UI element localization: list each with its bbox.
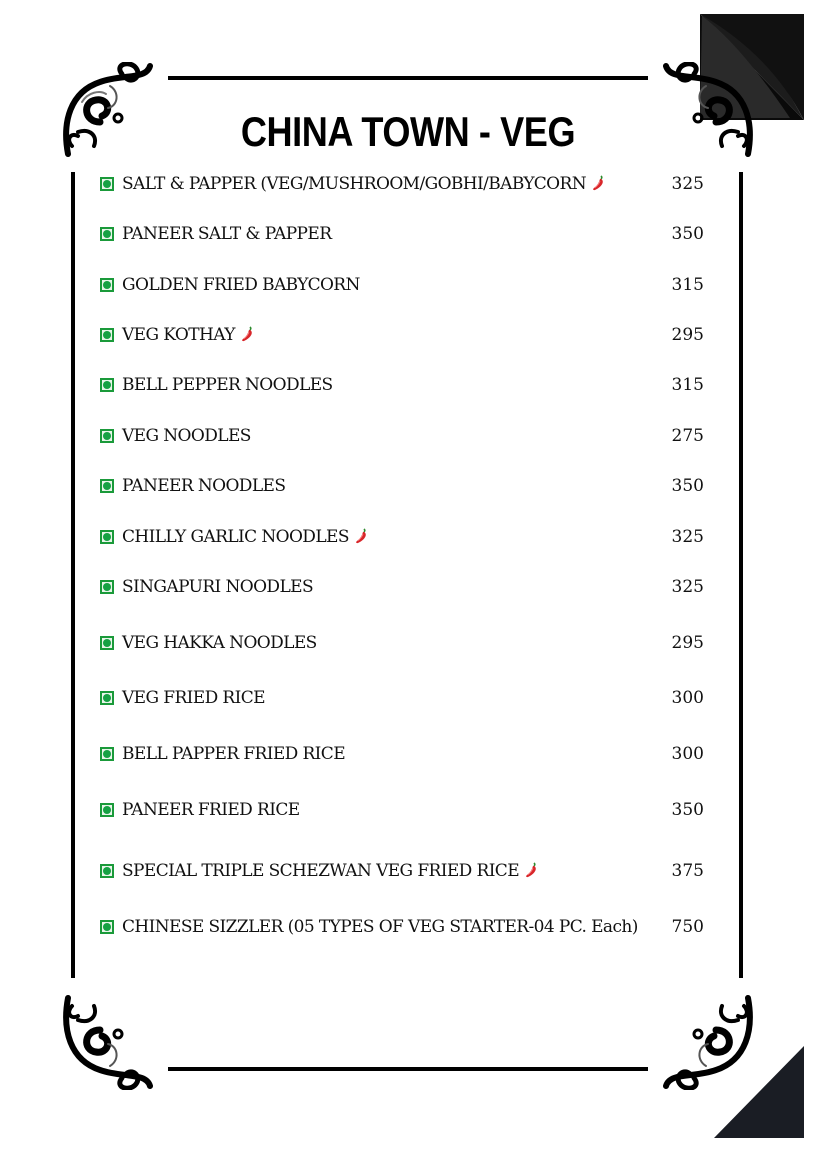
menu-item-name	[122, 527, 664, 547]
menu-item	[100, 915, 704, 939]
menu-item-name-text: CHINESE SIZZLER (05 TYPES OF VEG STARTER-04 PC. Each)	[122, 917, 638, 937]
veg-mark-icon	[100, 378, 114, 392]
menu-item-name	[122, 476, 664, 496]
frame-right-line	[739, 172, 743, 978]
menu-item	[100, 424, 704, 448]
menu-item-price: 295	[671, 325, 704, 345]
menu-item-name	[122, 426, 664, 446]
veg-mark-icon	[100, 278, 114, 292]
veg-mark-icon	[100, 864, 114, 878]
veg-mark-icon	[100, 328, 114, 342]
veg-mark-icon	[100, 803, 114, 817]
menu-item	[100, 575, 704, 599]
menu-item-name	[122, 861, 664, 881]
veg-mark-icon	[100, 429, 114, 443]
menu-item-price: 315	[671, 275, 704, 295]
frame-left-line	[71, 172, 75, 978]
menu-item-name	[122, 800, 664, 820]
menu-item-name	[122, 633, 664, 653]
veg-mark-icon	[100, 691, 114, 705]
veg-mark-icon	[100, 177, 114, 191]
veg-mark-icon	[100, 747, 114, 761]
menu-item	[100, 631, 704, 655]
menu-item-name-text: GOLDEN FRIED BABYCORN	[122, 275, 360, 295]
menu-item-price: 300	[671, 688, 704, 708]
veg-mark-icon	[100, 580, 114, 594]
menu-item	[100, 222, 704, 246]
menu-item-name	[122, 744, 664, 764]
menu-item-name-text: SALT & PAPPER (VEG/MUSHROOM/GOBHI/BABYCORN	[122, 174, 586, 194]
menu-item-name	[122, 325, 664, 345]
menu-item	[100, 323, 704, 347]
menu-item-price: 325	[671, 577, 704, 597]
menu-item-name-text: PANEER FRIED RICE	[122, 800, 300, 820]
menu-item	[100, 798, 704, 822]
menu-item	[100, 172, 704, 196]
menu-item-price: 300	[671, 744, 704, 764]
frame-top-line	[168, 76, 648, 80]
menu-item	[100, 474, 704, 498]
menu-item-price: 325	[671, 527, 704, 547]
menu-item-name	[122, 174, 664, 194]
veg-mark-icon	[100, 479, 114, 493]
menu-item	[100, 859, 704, 883]
menu-item-name-text: CHILLY GARLIC NOODLES	[122, 527, 349, 547]
menu-item-name	[122, 917, 664, 937]
veg-mark-icon	[100, 227, 114, 241]
menu-item-name	[122, 224, 664, 244]
menu-item-name-text: BELL PEPPER NOODLES	[122, 375, 333, 395]
menu-item	[100, 742, 704, 766]
menu-item-price: 350	[671, 224, 704, 244]
menu-item-name-text: BELL PAPPER FRIED RICE	[122, 744, 346, 764]
veg-mark-icon	[100, 530, 114, 544]
menu-item-price: 350	[671, 800, 704, 820]
ornament-bottom-left-icon	[60, 994, 156, 1090]
menu-item-name-text: SPECIAL TRIPLE SCHEZWAN VEG FRIED RICE	[122, 861, 520, 881]
menu-item-price: 315	[671, 375, 704, 395]
chili-icon	[592, 175, 606, 191]
menu-item-name-text: VEG NOODLES	[122, 426, 251, 446]
chili-icon	[355, 528, 369, 544]
chili-icon	[241, 326, 255, 342]
menu-item-name-text: VEG KOTHAY	[122, 325, 235, 345]
menu-item-name-text: SINGAPURI NOODLES	[122, 577, 314, 597]
menu-item	[100, 273, 704, 297]
page-title: CHINA TOWN - VEG	[240, 108, 576, 155]
menu-item-name-text: VEG FRIED RICE	[122, 688, 265, 708]
menu-item-name	[122, 375, 664, 395]
veg-mark-icon	[100, 636, 114, 650]
menu-item-name	[122, 688, 664, 708]
menu-item-price: 325	[671, 174, 704, 194]
ornament-bottom-right-icon	[660, 994, 756, 1090]
menu-item	[100, 525, 704, 549]
menu-item	[100, 686, 704, 710]
menu-item-price: 750	[671, 917, 704, 937]
menu-item-name	[122, 577, 664, 597]
veg-mark-icon	[100, 920, 114, 934]
menu-item-name-text: PANEER NOODLES	[122, 476, 286, 496]
menu-item-name-text: VEG HAKKA NOODLES	[122, 633, 317, 653]
menu-item	[100, 373, 704, 397]
menu-item-price: 350	[671, 476, 704, 496]
menu-item-price: 275	[671, 426, 704, 446]
chili-icon	[525, 862, 539, 878]
menu-item-name	[122, 275, 664, 295]
frame-bottom-line	[168, 1067, 648, 1071]
menu-item-price: 295	[671, 633, 704, 653]
menu-item-price: 375	[671, 861, 704, 881]
menu-item-name-text: PANEER SALT & PAPPER	[122, 224, 332, 244]
